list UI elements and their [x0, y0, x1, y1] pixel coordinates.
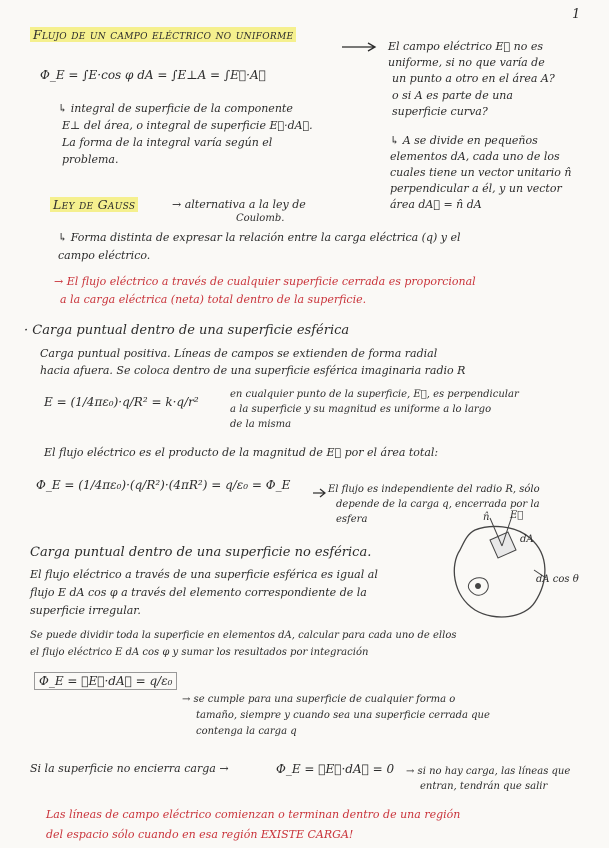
final-statement-line: del espacio sólo cuando en esa región EXISTE CARGA! [46, 828, 354, 841]
section1-line: Carga puntual positiva. Líneas de campos se extienden de forma radial [40, 347, 438, 360]
no-charge-line: Si la superficie no encierra carga → [30, 762, 229, 775]
no-charge-note-line: → si no hay carga, las líneas que [406, 766, 571, 777]
field-note-line: a la superficie y su magnitud es uniforme a lo largo [230, 404, 492, 415]
flux-equation: Φ_E = ∫E·cos φ dA = ∫E⊥A = ∫E⃗·A⃗ [40, 68, 266, 82]
section2-heading: Carga puntual dentro de una superficie no esférica. [30, 545, 372, 560]
gauss-arrow-text: → alternativa a la ley de [172, 198, 306, 211]
integral-note-line: E⊥ del área, o integral de superficie E⃗·dA⃗. [62, 119, 313, 132]
figure-label-dA: dA [520, 534, 534, 545]
gauss-law-note-line: tamaño, siempre y cuando sea una superficie cerrada que [196, 710, 490, 721]
arrow-right-icon [340, 40, 380, 54]
section2-line-b: el flujo eléctrico E dA cos φ y sumar los resultados por integración [30, 647, 369, 658]
answer-line: cuales tiene un vector unitario n̂ [390, 166, 572, 179]
figure-label-e-vec: E⃗ [510, 510, 524, 521]
integral-note-line: ↳ integral de superficie de la componente [58, 102, 293, 115]
question-line: un punto a otro en el área A? [392, 72, 555, 85]
section2-line: flujo E dA cos φ a través del elemento correspondiente de la [30, 586, 367, 599]
section1-line: hacia afuera. Se coloca dentro de una superficie esférica imaginaria radio R [40, 364, 466, 377]
question-line: o si A es parte de una [392, 89, 513, 102]
answer-line: ↳ A se divide en pequeños [390, 134, 538, 147]
question-line: superficie curva? [392, 105, 488, 118]
field-note-line: de la misma [230, 419, 292, 430]
section1-heading: · Carga puntual dentro de una superficie esférica [24, 323, 350, 338]
field-note-line: en cualquier punto de la superficie, E⃗, es perpendicular [230, 389, 519, 400]
flux-product-line: El flujo eléctrico es el producto de la magnitud de E⃗ por el área total: [44, 446, 439, 459]
gauss-heading: Ley de Gauss [50, 198, 138, 212]
flux-total-note-line: El flujo es independiente del radio R, sólo [328, 484, 540, 495]
gauss-law-note-line: → se cumple para una superficie de cualquier forma o [182, 694, 456, 705]
answer-line: perpendicular a él, y un vector [390, 182, 562, 195]
heading-flux-nonuniform: Flujo de un campo eléctrico no uniforme [30, 28, 296, 42]
figure-label-n-hat: n̂ [483, 512, 490, 523]
section2-line: El flujo eléctrico a través de una superficie esférica es igual al [30, 568, 378, 581]
gauss-law-equation: Φ_E = ∮E⃗·dA⃗ = q/ε₀ [34, 672, 177, 690]
answer-line: elementos dA, cada uno de los [390, 150, 560, 163]
no-charge-note-line: entran, tendrán que salir [420, 781, 548, 792]
gauss-statement-line: → El flujo eléctrico a través de cualquier superficie cerrada es proporcional [54, 275, 476, 288]
arrow-right-icon [312, 486, 328, 500]
figure-label-dAcos: dA cos θ [536, 574, 579, 585]
gauss-desc-line: ↳ Forma distinta de expresar la relación entre la carga eléctrica (q) y el [58, 231, 461, 244]
flux-total-note-line: depende de la carga q, encerrada por la [336, 499, 540, 510]
flux-total-note-line: esfera [336, 514, 368, 525]
section2-line: superficie irregular. [30, 604, 141, 617]
gauss-law-note-line: contenga la carga q [196, 726, 297, 737]
flux-total-equation: Φ_E = (1/4πε₀)·(q/R²)·(4πR²) = q/ε₀ = Φ_E [36, 478, 291, 492]
question-line: uniforme, si no que varía de [388, 56, 545, 69]
final-statement-line: Las líneas de campo eléctrico comienzan o terminan dentro de una región [46, 808, 461, 821]
gauss-arrow-text2: Coulomb. [236, 213, 285, 224]
answer-line: área dA⃗ = n̂ dA [390, 198, 482, 211]
no-charge-equation: Φ_E = ∮E⃗·dA⃗ = 0 [276, 762, 395, 776]
irregular-surface-figure [430, 510, 590, 630]
page-number: 1 [572, 7, 581, 22]
gauss-desc-line: campo eléctrico. [58, 249, 151, 262]
question-line: El campo eléctrico E⃗ no es [388, 40, 544, 53]
integral-note-line: La forma de la integral varía según el [62, 136, 273, 149]
gauss-statement-line: a la carga eléctrica (neta) total dentro de la superficie. [60, 293, 367, 306]
field-equation: E = (1/4πε₀)·q/R² = k·q/r² [44, 395, 199, 409]
integral-note-line: problema. [62, 153, 119, 166]
section2-line-b: Se puede dividir toda la superficie en elementos dA, calcular para cada uno de ellos [30, 630, 457, 641]
